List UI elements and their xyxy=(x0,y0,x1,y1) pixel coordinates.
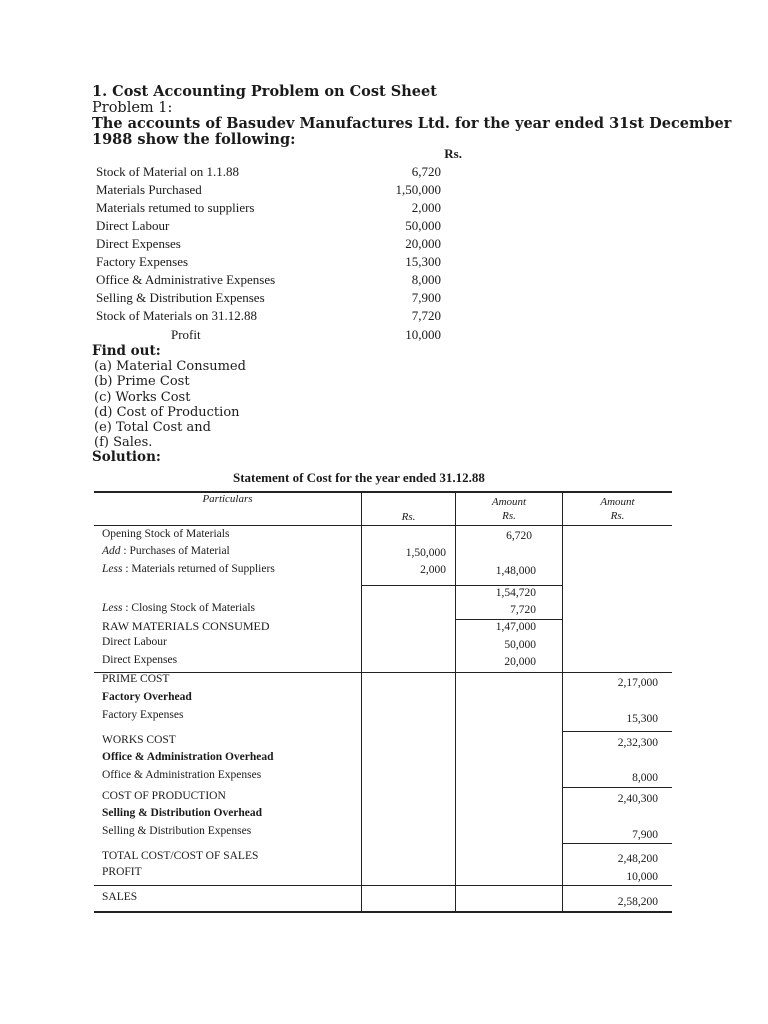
find-out-label: Find out: xyxy=(92,343,161,359)
given-value: 1,50,000 xyxy=(395,182,441,197)
given-value: 15,300 xyxy=(405,254,441,269)
table-bottom-rule xyxy=(94,911,672,913)
row-works-cost: WORKS COST xyxy=(102,734,176,746)
column-divider xyxy=(361,491,362,911)
row-raw-consumed: RAW MATERIALS CONSUMED xyxy=(102,619,270,633)
less-text: : Materials returned of Suppliers xyxy=(125,563,275,575)
currency-header: Rs. xyxy=(444,146,462,161)
amount-net-purchases: 1,48,000 xyxy=(495,565,536,577)
amount-direct-expenses: 20,000 xyxy=(504,656,536,668)
subtotal-rule xyxy=(563,787,672,788)
less-text: : Closing Stock of Materials xyxy=(125,602,256,614)
given-label: Selling & Distribution Expenses xyxy=(96,290,265,305)
header-amount-2: Amount xyxy=(600,496,635,508)
find-out-section xyxy=(92,344,246,466)
less-label: Less xyxy=(102,563,123,575)
given-row xyxy=(96,218,441,236)
row-add-purchases xyxy=(102,545,230,557)
given-label: Office & Administrative Expenses xyxy=(96,272,276,287)
given-row xyxy=(96,272,441,290)
amount-selling-expenses: 7,900 xyxy=(632,829,658,841)
given-label: Stock of Material on 1.1.88 xyxy=(96,164,239,179)
given-value: 50,000 xyxy=(405,218,441,233)
given-value: 8,000 xyxy=(411,272,441,287)
header-amount-1: Amount xyxy=(491,496,527,508)
given-label: Materials retumed to suppliers xyxy=(96,200,255,215)
problem-statement-line1: The accounts of Basudev Manufactures Ltd. for the year ended 31st December xyxy=(92,115,732,132)
column-divider xyxy=(455,491,456,911)
given-value: 7,720 xyxy=(411,308,441,323)
row-less-returned xyxy=(102,563,275,575)
amount-works-cost: 2,32,300 xyxy=(617,737,658,749)
given-row xyxy=(96,290,441,308)
list-item: (e) Total Cost and xyxy=(94,420,211,436)
given-row xyxy=(96,164,441,182)
subtotal-rule xyxy=(362,585,562,586)
cost-statement-table xyxy=(94,491,672,913)
amount-prime-cost: 2,17,000 xyxy=(617,677,658,689)
amount-sales: 2,58,200 xyxy=(617,896,658,908)
less-label: Less xyxy=(102,602,123,614)
subtotal-rule xyxy=(563,731,672,732)
subtotal-rule xyxy=(563,843,672,844)
list-item: (d) Cost of Production xyxy=(94,404,240,420)
header-rule xyxy=(94,525,672,526)
solution-label: Solution: xyxy=(92,449,161,466)
amount-closing-stock: 7,720 xyxy=(510,604,536,616)
given-value: 20,000 xyxy=(405,236,441,251)
row-profit: PROFIT xyxy=(102,866,142,878)
row-cost-of-production: COST OF PRODUCTION xyxy=(102,790,226,802)
amount-direct-labour: 50,000 xyxy=(504,639,536,651)
given-label: Direct Expenses xyxy=(96,236,181,251)
row-office-expenses: Office & Administration Expenses xyxy=(102,769,262,781)
add-text: : Purchases of Material xyxy=(123,545,230,557)
list-item: (b) Prime Cost xyxy=(94,374,190,390)
amount-cost-of-production: 2,40,300 xyxy=(617,793,658,805)
given-row xyxy=(96,236,441,254)
section-rule xyxy=(94,885,672,886)
amount-subtotal: 1,54,720 xyxy=(495,587,536,599)
given-value: 6,720 xyxy=(411,164,441,179)
given-label: Direct Labour xyxy=(96,218,170,233)
list-item: (c) Works Cost xyxy=(94,389,191,405)
list-item: (f) Sales. xyxy=(94,435,153,451)
given-row xyxy=(96,308,441,326)
amount-office-expenses: 8,000 xyxy=(632,772,658,784)
given-value: 10,000 xyxy=(405,327,441,342)
header-particulars: Particulars xyxy=(202,493,253,505)
given-label: Profit xyxy=(171,327,201,342)
row-total-cost: TOTAL COST/COST OF SALES xyxy=(102,850,259,862)
row-direct-expenses: Direct Expenses xyxy=(102,654,178,666)
given-label: Materials Purchased xyxy=(96,182,202,197)
given-label: Factory Expenses xyxy=(96,254,189,269)
row-sales: SALES xyxy=(102,891,138,903)
row-office-overhead: Office & Administration Overhead xyxy=(102,751,274,763)
row-less-closing xyxy=(102,602,255,614)
column-divider xyxy=(562,491,563,911)
problem-label: Problem 1: xyxy=(92,100,173,116)
amount-profit: 10,000 xyxy=(626,871,658,883)
row-opening-stock: Opening Stock of Materials xyxy=(102,528,230,540)
given-row xyxy=(96,182,441,200)
header-amount-2-unit: Rs. xyxy=(610,510,625,522)
page-title: 1. Cost Accounting Problem on Cost Sheet xyxy=(92,83,437,100)
given-label: Stock of Materials on 31.12.88 xyxy=(96,308,258,323)
amount-opening-stock: 6,720 xyxy=(506,530,532,542)
section-rule xyxy=(94,672,672,673)
row-prime-cost: PRIME COST xyxy=(102,673,170,685)
row-selling-expenses: Selling & Distribution Expenses xyxy=(102,825,252,837)
header-rs: Rs. xyxy=(401,511,416,523)
rs-purchases: 1,50,000 xyxy=(405,547,446,559)
given-value: 7,900 xyxy=(411,290,441,305)
row-factory-expenses: Factory Expenses xyxy=(102,709,184,721)
statement-title: Statement of Cost for the year ended 31.12.88 xyxy=(233,470,485,485)
amount-factory-expenses: 15,300 xyxy=(626,713,658,725)
list-item: (a) Material Consumed xyxy=(94,359,246,375)
add-label: Add xyxy=(102,545,121,557)
rs-returned: 2,000 xyxy=(420,564,446,576)
given-value: 2,000 xyxy=(411,200,441,215)
amount-total-cost: 2,48,200 xyxy=(617,853,658,865)
subtotal-rule xyxy=(456,619,562,620)
row-factory-overhead: Factory Overhead xyxy=(102,691,192,703)
row-selling-overhead: Selling & Distribution Overhead xyxy=(102,807,263,819)
row-direct-labour: Direct Labour xyxy=(102,636,167,648)
given-row xyxy=(96,254,441,272)
problem-statement-line2: 1988 show the following: xyxy=(92,131,296,148)
amount-raw-consumed: 1,47,000 xyxy=(495,621,536,633)
given-row xyxy=(96,200,441,218)
header-amount-1-unit: Rs. xyxy=(502,510,516,522)
problem-heading xyxy=(92,83,732,148)
